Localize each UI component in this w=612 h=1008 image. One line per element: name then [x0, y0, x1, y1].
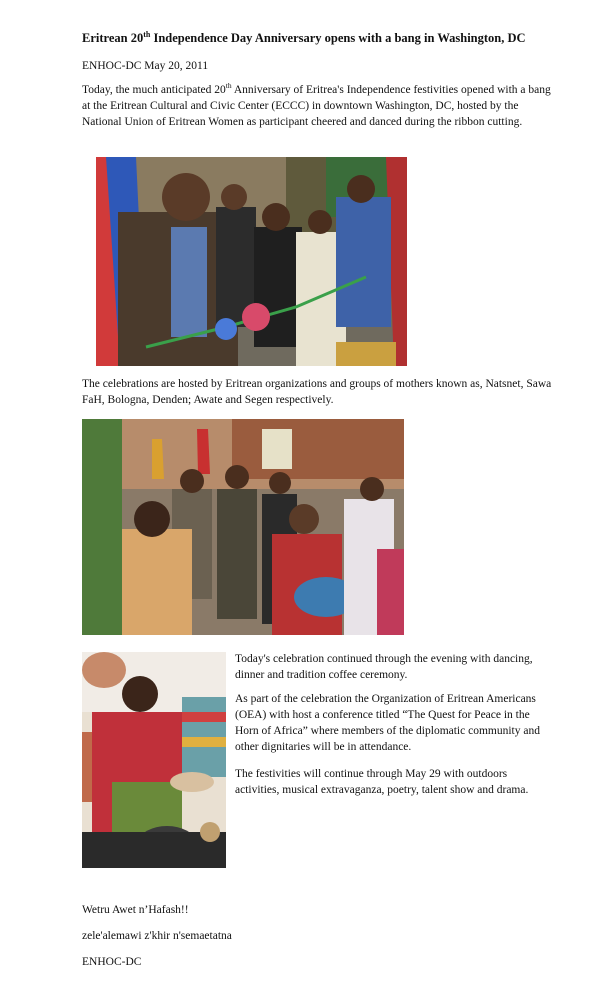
paragraph-hosts: The celebrations are hosted by Eritrean organizations and groups of mothers known as, Natsnet, Sawa FaH, Bologna, Denden; Awate and Segen respectively.: [82, 378, 552, 406]
closing-line-2: zele'alemawi z'khir n'semaetatna: [82, 930, 232, 942]
title-text-start: Eritrean 20: [82, 31, 144, 45]
title-superscript: th: [143, 29, 151, 39]
paragraph-conference: As part of the celebration the Organization of Eritrean Americans (OEA) with host a conference titled “The Quest for Peace in the Horn of Africa” where members of the diplomatic community and other dignitaries will be in attendance.: [235, 693, 540, 753]
closing-line-1: Wetru Awet n’Hafash!!: [82, 904, 189, 916]
paragraph-intro: [82, 82, 552, 130]
photo-coffee-ceremony: [82, 652, 226, 868]
intro-superscript: th: [225, 81, 232, 91]
paragraph-festivities: The festivities will continue through May 29 with outdoors activities, musical extravaganza, poetry, talent show and drama.: [235, 768, 529, 796]
closing-signature: ENHOC-DC: [82, 956, 142, 968]
intro-text-end: Anniversary of Eritrea's Independence festivities opened with a bang at the Eritrean Cultural and Civic Center (ECCC) in downtown Washington, DC, hosted by the National Union of Eritrean Women as participant cheered and danced during the ribbon cutting.: [82, 84, 551, 128]
dateline: ENHOC-DC May 20, 2011: [82, 60, 209, 72]
paragraph-evening: Today's celebration continued through the evening with dancing, dinner and tradition coffee ceremony.: [235, 653, 533, 681]
title-text-end: Independence Day Anniversary opens with a bang in Washington, DC: [150, 31, 526, 45]
intro-text-start: Today, the much anticipated 20: [82, 84, 226, 96]
article-title: [82, 30, 582, 46]
photo-street-celebration: [82, 419, 404, 635]
photo-ribbon-cutting: [96, 157, 407, 366]
